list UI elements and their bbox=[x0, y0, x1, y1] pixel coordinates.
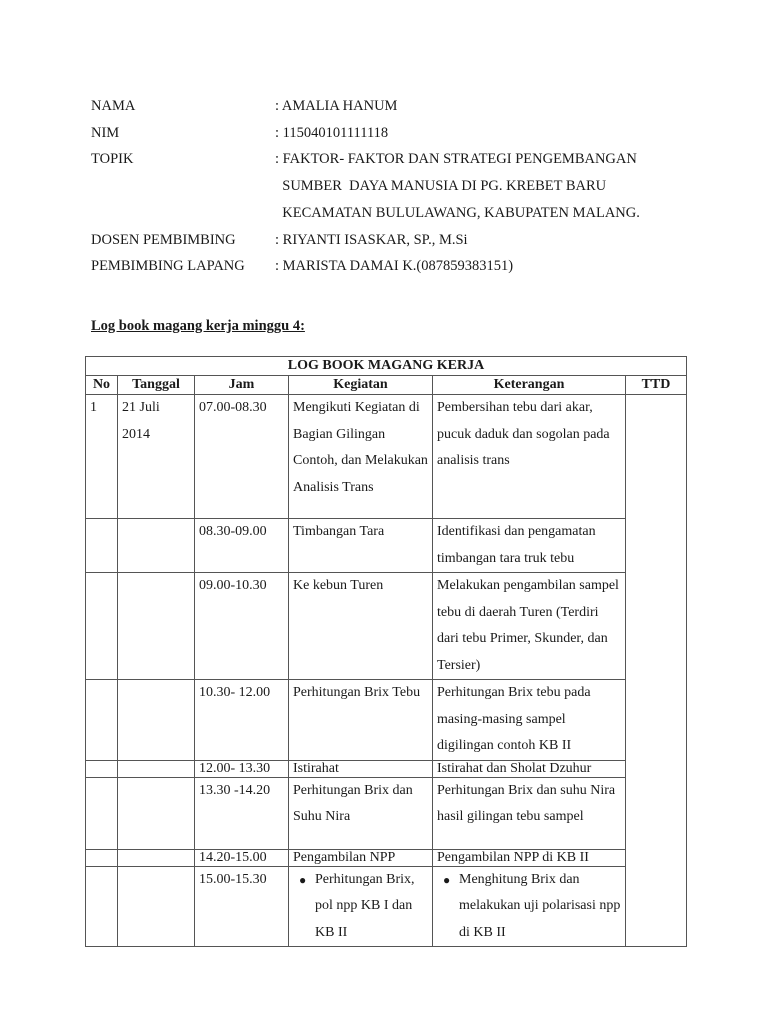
cell-activity bbox=[289, 866, 433, 947]
field-supervisor-value: : MARISTA DAMAI K.(087859383151) bbox=[275, 258, 514, 275]
header-no: No bbox=[86, 376, 118, 395]
cell-activity: Perhitungan Brix dan Suhu Nira bbox=[289, 777, 433, 849]
logbook-heading: Log book magang kerja minggu 4: bbox=[91, 318, 305, 334]
name-row bbox=[91, 93, 691, 120]
advisor-label: DOSEN PEMBIMBING bbox=[91, 231, 236, 248]
nim-label: NIM bbox=[91, 124, 120, 141]
cell-date bbox=[118, 777, 195, 849]
cell-time: 14.20-15.00 bbox=[195, 849, 289, 866]
cell-time: 12.00- 13.30 bbox=[195, 760, 289, 777]
header-time: Jam bbox=[195, 376, 289, 395]
cell-note: Istirahat dan Sholat Dzuhur bbox=[433, 760, 626, 777]
cell-no bbox=[86, 777, 118, 849]
cell-note: Perhitungan Brix tebu pada masing-masing sampel digilingan contoh KB II bbox=[433, 680, 626, 761]
cell-no bbox=[86, 680, 118, 761]
cell-note bbox=[433, 866, 626, 947]
student-info bbox=[91, 93, 691, 280]
table-row bbox=[86, 849, 687, 866]
cell-time: 15.00-15.30 bbox=[195, 866, 289, 947]
table-row bbox=[86, 866, 687, 947]
cell-activity: Mengikuti Kegiatan di Bagian Gilingan Contoh, dan Melakukan Analisis Trans bbox=[289, 395, 433, 519]
cell-time: 07.00-08.30 bbox=[195, 395, 289, 519]
signature-cell bbox=[626, 395, 687, 947]
cell-note: Melakukan pengambilan sampel tebu di daerah Turen (Terdiri dari tebu Primer, Skunder, dan Tersier) bbox=[433, 573, 626, 680]
topic-label: TOPIK bbox=[91, 151, 134, 168]
cell-time: 10.30- 12.00 bbox=[195, 680, 289, 761]
nim-row bbox=[91, 120, 691, 147]
header-activity: Kegiatan bbox=[289, 376, 433, 395]
cell-date bbox=[118, 866, 195, 947]
table-row bbox=[86, 395, 687, 519]
cell-activity-text: Perhitungan Brix, pol npp KB I dan KB II bbox=[315, 871, 415, 940]
nim-value: : 115040101111118 bbox=[275, 124, 389, 141]
table-header-row bbox=[86, 376, 687, 395]
field-supervisor-label: PEMBIMBING LAPANG bbox=[91, 258, 245, 275]
table-row bbox=[86, 519, 687, 573]
topic-line-2: SUMBER DAYA MANUSIA DI PG. KREBET BARU bbox=[275, 178, 607, 195]
cell-note-text: Menghitung Brix dan melakukan uji polarisasi npp di KB II bbox=[459, 871, 621, 940]
cell-no bbox=[86, 519, 118, 573]
cell-date: 21 Juli 2014 bbox=[118, 395, 195, 519]
cell-time: 13.30 -14.20 bbox=[195, 777, 289, 849]
name-value: : AMALIA HANUM bbox=[275, 98, 398, 114]
field-supervisor-row bbox=[91, 253, 691, 280]
cell-no bbox=[86, 849, 118, 866]
cell-note: Identifikasi dan pengamatan timbangan tara truk tebu bbox=[433, 519, 626, 573]
cell-no bbox=[86, 573, 118, 680]
table-row bbox=[86, 573, 687, 680]
cell-date bbox=[118, 760, 195, 777]
table-row bbox=[86, 760, 687, 777]
bullet-icon: ● bbox=[443, 872, 451, 887]
cell-date bbox=[118, 680, 195, 761]
logbook-table bbox=[85, 356, 687, 947]
cell-no bbox=[86, 866, 118, 947]
advisor-value: : RIYANTI ISASKAR, SP., M.Si bbox=[275, 231, 468, 248]
topic-row bbox=[91, 146, 691, 226]
cell-activity: Istirahat bbox=[289, 760, 433, 777]
cell-time: 08.30-09.00 bbox=[195, 519, 289, 573]
header-note: Keterangan bbox=[433, 376, 626, 395]
cell-no: 1 bbox=[86, 395, 118, 519]
cell-date bbox=[118, 573, 195, 680]
cell-activity: Perhitungan Brix Tebu bbox=[289, 680, 433, 761]
cell-activity: Ke kebun Turen bbox=[289, 573, 433, 680]
cell-no bbox=[86, 760, 118, 777]
topic-line-1: : FAKTOR- FAKTOR DAN STRATEGI PENGEMBANGAN bbox=[275, 151, 637, 168]
bullet-icon: ● bbox=[299, 872, 307, 887]
cell-note: Perhitungan Brix dan suhu Nira hasil gilingan tebu sampel bbox=[433, 777, 626, 849]
header-date: Tanggal bbox=[118, 376, 195, 395]
cell-date bbox=[118, 519, 195, 573]
cell-time: 09.00-10.30 bbox=[195, 573, 289, 680]
cell-note: Pembersihan tebu dari akar, pucuk daduk dan sogolan pada analisis trans bbox=[433, 395, 626, 519]
table-title: LOG BOOK MAGANG KERJA bbox=[86, 357, 687, 376]
name-label: NAMA bbox=[91, 98, 136, 114]
cell-activity: Timbangan Tara bbox=[289, 519, 433, 573]
cell-date bbox=[118, 849, 195, 866]
advisor-row bbox=[91, 227, 691, 254]
table-row bbox=[86, 680, 687, 761]
cell-note: Pengambilan NPP di KB II bbox=[433, 849, 626, 866]
cell-activity: Pengambilan NPP bbox=[289, 849, 433, 866]
header-signature: TTD bbox=[626, 376, 687, 395]
table-row bbox=[86, 777, 687, 849]
topic-line-3: KECAMATAN BULULAWANG, KABUPATEN MALANG. bbox=[275, 204, 640, 221]
